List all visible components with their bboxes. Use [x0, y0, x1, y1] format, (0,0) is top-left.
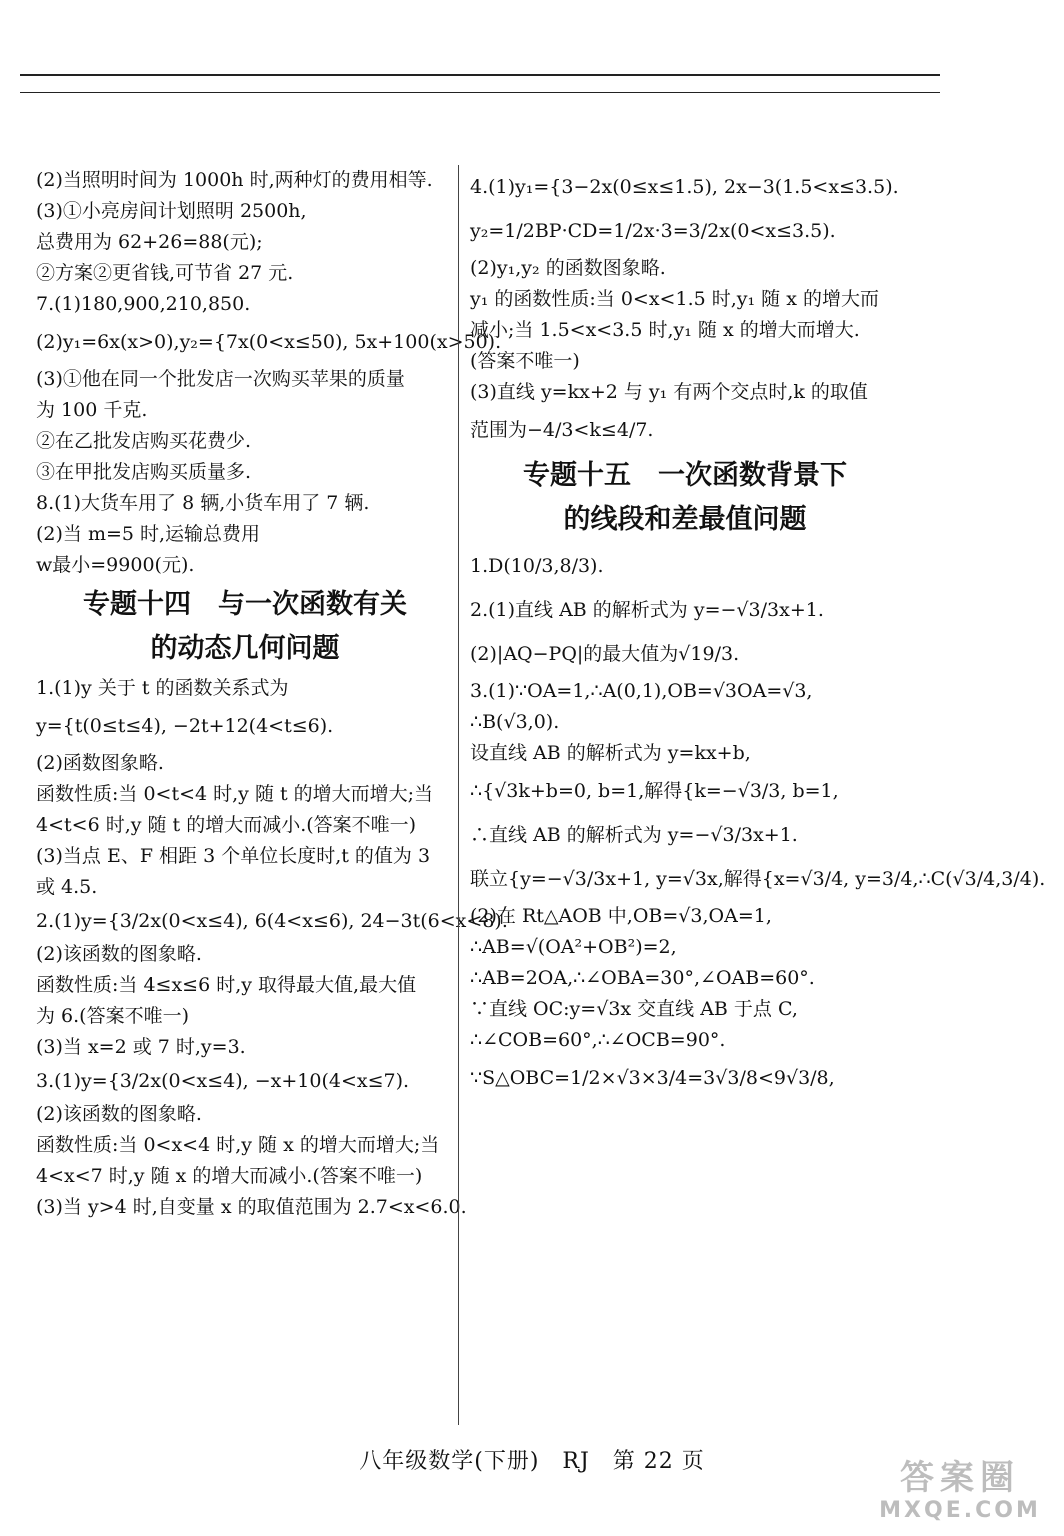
answer-line: (2)y₁=6x(x>0),y₂={7x(0<x≤50), 5x+100(x>50).	[36, 331, 502, 353]
answer-line: 设直线 AB 的解析式为 y=kx+b,	[470, 742, 751, 764]
answer-line: 范围为−4/3<k≤4/7.	[470, 419, 654, 441]
answer-line: 2.(1)直线 AB 的解析式为 y=−√3/3x+1.	[470, 599, 824, 621]
answer-line: (3)当 x=2 或 7 时,y=3.	[36, 1036, 246, 1058]
answer-line: (3)①他在同一个批发店一次购买苹果的质量	[36, 368, 405, 390]
answer-line: y={t(0≤t≤4), −2t+12(4<t≤6).	[36, 715, 334, 737]
page-footer: 八年级数学(下册) RJ 第 22 页	[359, 1449, 705, 1474]
watermark-line2: MXQE.COM	[879, 1498, 1041, 1523]
header-rule-bottom	[20, 92, 940, 93]
answer-line: (3)当点 E、F 相距 3 个单位长度时,t 的值为 3	[36, 845, 431, 867]
answer-line: (2)当照明时间为 1000h 时,两种灯的费用相等.	[36, 169, 433, 191]
answer-line: 减小;当 1.5<x<3.5 时,y₁ 随 x 的增大而增大.	[470, 319, 860, 341]
answer-line: (2)在 Rt△AOB 中,OB=√3,OA=1,	[470, 905, 772, 927]
answer-line: y₁ 的函数性质:当 0<x<1.5 时,y₁ 随 x 的增大而	[470, 288, 879, 310]
answer-line: (3)当 y>4 时,自变量 x 的取值范围为 2.7<x<6.0.	[36, 1196, 467, 1218]
answer-line: ∵S△OBC=1/2×√3×3/4=3√3/8<9√3/8,	[470, 1067, 835, 1089]
right-column	[470, 165, 1046, 1100]
answer-line: (2)函数图象略.	[36, 752, 164, 774]
answer-line: ∴AB=2OA,∴∠OBA=30°,∠OAB=60°.	[470, 967, 815, 989]
answer-line: ②方案②更省钱,可节省 27 元.	[36, 262, 294, 284]
answer-line: 7.(1)180,900,210,850.	[36, 293, 251, 315]
answer-line: 2.(1)y={3/2x(0<x≤4), 6(4<x≤6), 24−3t(6<x<8).	[36, 910, 508, 932]
answer-line: ∴B(√3,0).	[470, 711, 560, 733]
answer-line: ③在甲批发店购买质量多.	[36, 461, 252, 483]
answer-line: 为 100 千克.	[36, 399, 148, 421]
answer-line: 函数性质:当 0<x<4 时,y 随 x 的增大而增大;当	[36, 1134, 440, 1156]
answer-line: 1.(1)y 关于 t 的函数关系式为	[36, 677, 289, 699]
answer-line: 3.(1)∵OA=1,∴A(0,1),OB=√3OA=√3,	[470, 680, 813, 702]
answer-line: 联立{y=−√3/3x+1, y=√3x,解得{x=√3/4, y=3/4,∴C(√3/4,3/4).	[470, 868, 1046, 890]
answer-line: (3)直线 y=kx+2 与 y₁ 有两个交点时,k 的取值	[470, 381, 868, 403]
answer-line: (答案不唯一)	[470, 350, 580, 372]
answer-line: 4<t<6 时,y 随 t 的增大而减小.(答案不唯一)	[36, 814, 417, 836]
answer-line: ∴∠COB=60°,∴∠OCB=90°.	[470, 1029, 726, 1051]
answer-line: ∴直线 AB 的解析式为 y=−√3/3x+1.	[470, 824, 798, 846]
column-divider	[458, 165, 459, 1425]
answer-line: 8.(1)大货车用了 8 辆,小货车用了 7 辆.	[36, 492, 370, 514]
watermark-logo	[870, 1458, 1050, 1530]
answer-line: 函数性质:当 4≤x≤6 时,y 取得最大值,最大值	[36, 974, 417, 996]
left-column	[36, 165, 508, 1223]
answer-line: 函数性质:当 0<t<4 时,y 随 t 的增大而增大;当	[36, 783, 434, 805]
watermark-line1: 答案圈	[900, 1458, 1020, 1498]
answer-line: ∴AB=√(OA²+OB²)=2,	[470, 936, 677, 958]
answer-line: 或 4.5.	[36, 876, 98, 898]
answer-line: ∵直线 OC:y=√3x 交直线 AB 于点 C,	[470, 998, 798, 1020]
answer-line: ②在乙批发店购买花费少.	[36, 430, 252, 452]
answer-line: (2)该函数的图象略.	[36, 943, 202, 965]
section-heading: 的线段和差最值问题	[563, 504, 807, 535]
answer-line: 为 6.(答案不唯一)	[36, 1005, 189, 1027]
answer-line: w最小=9900(元).	[36, 554, 195, 576]
answer-line: (2)该函数的图象略.	[36, 1103, 202, 1125]
section-heading: 专题十四 与一次函数有关	[83, 589, 407, 620]
answer-line: ∴{√3k+b=0, b=1,解得{k=−√3/3, b=1,	[470, 780, 839, 802]
answer-line: 总费用为 62+26=88(元);	[36, 231, 263, 253]
answer-line: (3)①小亮房间计划照明 2500h,	[36, 200, 307, 222]
answer-line: 3.(1)y={3/2x(0<x≤4), −x+10(4<x≤7).	[36, 1070, 410, 1092]
answer-line: y₂=1/2BP·CD=1/2x·3=3/2x(0<x≤3.5).	[470, 220, 836, 242]
answer-line: 4.(1)y₁={3−2x(0≤x≤1.5), 2x−3(1.5<x≤3.5).	[470, 176, 899, 198]
section-heading: 的动态几何问题	[150, 633, 340, 664]
section-heading: 专题十五 一次函数背景下	[523, 460, 847, 491]
header-rule-top	[20, 74, 940, 76]
answer-line: 4<x<7 时,y 随 x 的增大而减小.(答案不唯一)	[36, 1165, 423, 1187]
answer-line: (2)|AQ−PQ|的最大值为√19/3.	[470, 643, 740, 665]
answer-line: (2)y₁,y₂ 的函数图象略.	[470, 257, 666, 279]
answer-line: (2)当 m=5 时,运输总费用	[36, 523, 261, 545]
answer-line: 1.D(10/3,8/3).	[470, 555, 604, 577]
